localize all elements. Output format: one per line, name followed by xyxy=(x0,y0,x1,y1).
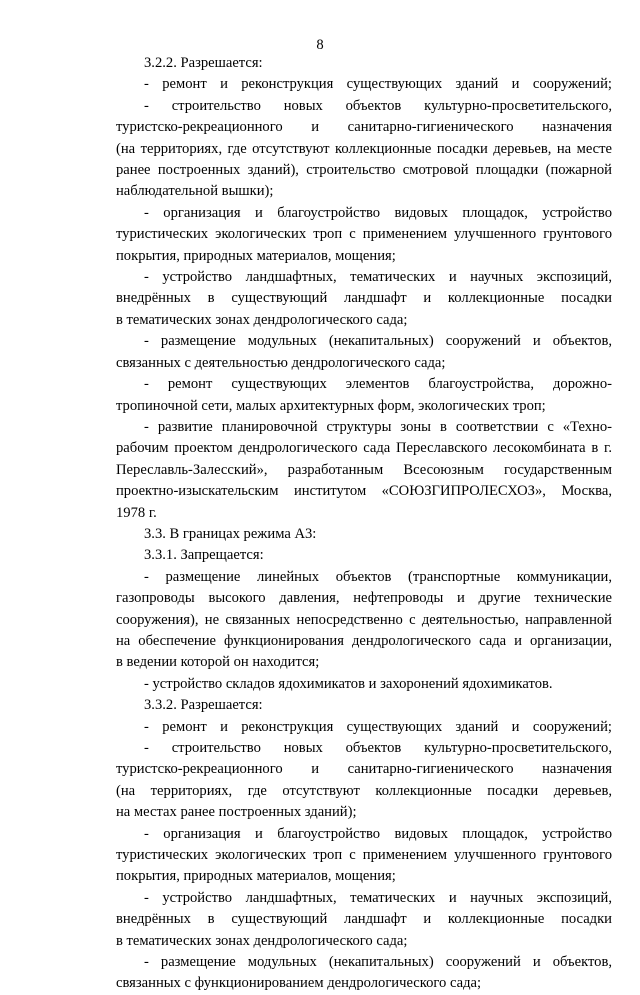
paragraph-line: на обеспечение функционирования дендрологического сада и организации, xyxy=(116,632,612,649)
paragraph-line: сооружения), не связанных непосредственно с деятельностью, направленной xyxy=(116,611,612,628)
paragraph-line: ранее построенных зданий), строительство смотровой площадки (пожарной xyxy=(116,162,612,179)
paragraph-line: - строительство новых объектов культурно-просветительского, xyxy=(144,740,612,756)
paragraph-line: - устройство ландшафтных, тематических и научных экспозиций, xyxy=(144,269,612,286)
paragraph-line: - устройство ландшафтных, тематических и научных экспозиций, xyxy=(144,889,612,906)
paragraph-line: - организация и благоустройство видовых площадок, устройство xyxy=(144,825,612,842)
paragraph-line: 1978 г. xyxy=(116,504,157,521)
paragraph-line: туристско-рекреационного и санитарно-гигиенического назначения xyxy=(116,761,612,778)
paragraph-line: в ведении которой он находится; xyxy=(116,654,320,671)
paragraph-line: - развитие планировочной структуры зоны в соответствии с «Техно- xyxy=(144,418,612,435)
paragraph-line: тропиночной сети, малых архитектурных форм, экологических троп; xyxy=(116,397,546,414)
paragraph-line: - размещение линейных объектов (транспортные коммуникации, xyxy=(144,568,612,585)
paragraph-line: покрытия, природных материалов, мощения; xyxy=(116,868,396,885)
paragraph-line: - ремонт существующих элементов благоустройства, дорожно- xyxy=(144,376,612,393)
paragraph-line: в тематических зонах дендрологического сада; xyxy=(116,311,408,328)
document-body xyxy=(116,53,612,995)
paragraph-line: - ремонт и реконструкция существующих зданий и сооружений; xyxy=(144,718,612,735)
section-heading: 3.2.2. Разрешается: xyxy=(144,55,263,71)
section-heading: 3.3.2. Разрешается: xyxy=(144,697,263,714)
paragraph-line: (на территориях, где отсутствуют коллекционные посадки деревьев, на месте xyxy=(116,140,612,157)
paragraph-line: (на территориях, где отсутствуют коллекционные посадки деревьев, xyxy=(116,782,612,799)
paragraph-line: покрытия, природных материалов, мощения; xyxy=(116,247,396,264)
paragraph-line: связанных с деятельностью дендрологического сада; xyxy=(116,354,446,371)
paragraph-line: Переславль-Залесский», разработанным Всесоюзным государственным xyxy=(116,461,612,478)
paragraph-line: - устройство складов ядохимикатов и захоронений ядохимикатов. xyxy=(144,675,553,692)
paragraph-line: рабочим проектом дендрологического сада Переславского лесокомбината в г. xyxy=(116,440,612,457)
section-heading: 3.3. В границах режима А3: xyxy=(144,525,317,542)
page-number: 8 xyxy=(316,37,324,53)
paragraph-line: газопроводы высокого давления, нефтепроводы и другие технические xyxy=(116,590,612,607)
paragraph-line: внедрённых в существующий ландшафт и коллекционные посадки xyxy=(116,290,612,307)
paragraph-line: туристско-рекреационного и санитарно-гигиенического назначения xyxy=(116,119,612,136)
paragraph-line: - размещение модульных (некапитальных) сооружений и объектов, xyxy=(144,954,612,971)
paragraph-line: внедрённых в существующий ландшафт и коллекционные посадки xyxy=(116,911,612,928)
paragraph-line: - ремонт и реконструкция существующих зданий и сооружений; xyxy=(144,76,612,93)
paragraph-line: на местах ранее построенных зданий); xyxy=(116,804,357,821)
paragraph-line: - организация и благоустройство видовых площадок, устройство xyxy=(144,204,612,221)
section-heading: 3.3.1. Запрещается: xyxy=(144,547,264,564)
paragraph-line: связанных с функционированием дендрологического сада; xyxy=(116,975,482,992)
paragraph-line: - строительство новых объектов культурно-просветительского, xyxy=(144,97,612,114)
paragraph-line: проектно-изыскательским институтом «СОЮЗГИПРОЛЕСХОЗ», Москва, xyxy=(116,483,612,500)
paragraph-line: туристических экологических троп с применением улучшенного грунтового xyxy=(116,226,612,243)
paragraph-line: - размещение модульных (некапитальных) сооружений и объектов, xyxy=(144,333,612,350)
paragraph-line: туристических экологических троп с применением улучшенного грунтового xyxy=(116,847,612,864)
paragraph-line: наблюдательной вышки); xyxy=(116,183,274,200)
paragraph-line: в тематических зонах дендрологического сада; xyxy=(116,932,408,949)
